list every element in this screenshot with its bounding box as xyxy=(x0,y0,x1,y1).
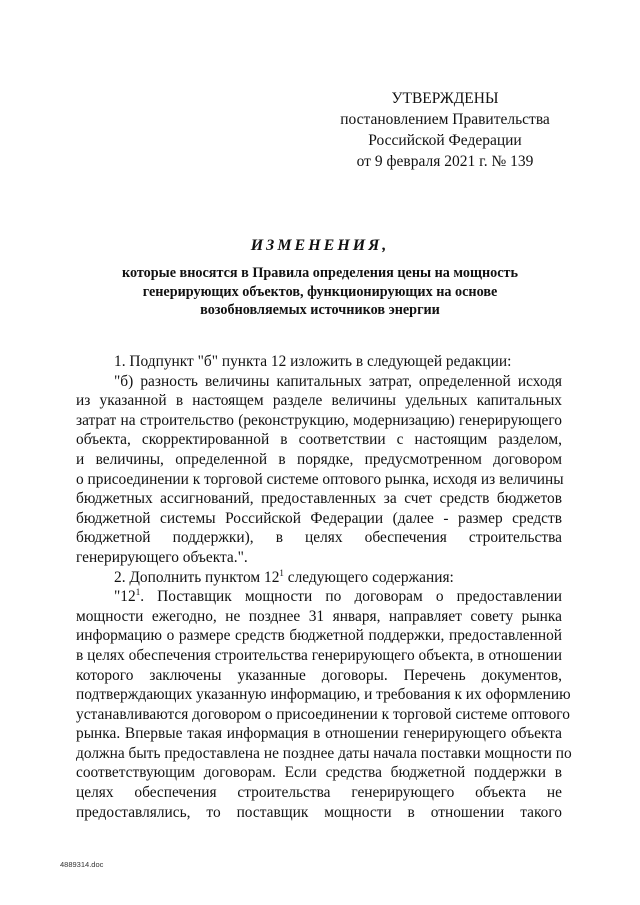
paragraph-2-line: о присоединении к торговой системе оптового рынка, исходя из величины xyxy=(76,470,564,488)
paragraph-4-line: которого заключены указанные договоры. Перечень документов, xyxy=(76,666,562,684)
paragraph-4-line: мощности ежегодно, не позднее 31 января, направляет совету рынка xyxy=(76,607,562,625)
paragraph-4-line: соответствующим договорам. Если средства бюджетной поддержки в xyxy=(76,764,562,782)
approval-line-3: Российской Федерации xyxy=(368,132,522,149)
paragraph-2-line: генерирующего объекта.". xyxy=(76,548,248,566)
subtitle-line: генерирующих объектов, функционирующих на основе xyxy=(142,283,498,300)
file-name-footer: 4889314.doc xyxy=(60,860,104,869)
paragraph-4-line xyxy=(76,587,562,607)
paragraph-3 xyxy=(76,568,562,588)
paragraph-4-line: рынка. Впервые такая информация в отношении генерирующего объекта xyxy=(76,725,562,743)
paragraph-4-line: предоставлялись, то поставщик мощности в отношении такого xyxy=(76,803,562,821)
paragraph-4-line: в целях обеспечения строительства генерирующего объекта, в отношении xyxy=(76,646,562,664)
document-body xyxy=(76,352,572,822)
paragraph-1: 1. Подпункт "б" пункта 12 изложить в следующей редакции: xyxy=(114,353,512,370)
paragraph-4-text: "12 xyxy=(114,588,136,606)
paragraph-2-line: объекта, скорректированной в соответствии с настоящим разделом, xyxy=(76,431,562,449)
paragraph-2-line: бюджетной поддержки), в целях обеспечения строительства xyxy=(76,529,562,547)
paragraph-2-line: затрат на строительство (реконструкцию, модернизацию) генерирующего xyxy=(76,411,562,429)
paragraph-4-line: устанавливаются договором о присоединении к торговой системе оптового xyxy=(76,705,570,723)
approval-line-2: постановлением Правительства xyxy=(340,111,550,128)
paragraph-2-line: бюджетных ассигнований, предоставленных за счет средств бюджетов xyxy=(76,490,562,508)
paragraph-4-line: должна быть предоставлена не позднее даты начала поставки мощности по xyxy=(76,744,572,762)
paragraph-4-line: информацию о размере средств бюджетной поддержки, предоставленной xyxy=(76,627,562,645)
superscript: 1 xyxy=(279,567,284,578)
subtitle-line: возобновляемых источников энергии xyxy=(200,302,440,318)
paragraph-3-text: 2. Дополнить пунктом 12 xyxy=(114,568,280,586)
superscript: 1 xyxy=(135,587,141,598)
approval-line-4: от 9 февраля 2021 г. № 139 xyxy=(356,153,534,170)
paragraph-2-line: бюджетной системы Российской Федерации (далее - размер средств xyxy=(76,509,562,527)
paragraph-3-text: следующего содержания: xyxy=(283,568,454,586)
paragraph-4-text: . Поставщик мощности по договорам о предоставлении xyxy=(140,588,562,606)
approval-heading: УТВЕРЖДЕНЫ xyxy=(391,90,499,107)
paragraph-4-line: целях обеспечения строительства генерирующего объекта не xyxy=(76,784,562,802)
paragraph-2-line: из указанной в настоящем разделе величины удельных капитальных xyxy=(76,392,562,410)
approval-stamp xyxy=(330,88,560,172)
paragraph-2-line: "б) разность величины капитальных затрат, определенной исходя xyxy=(114,372,562,390)
title-block xyxy=(60,236,580,320)
subtitle-line: которые вносятся в Правила определения цены на мощность xyxy=(121,265,519,281)
document-subtitle xyxy=(60,264,580,320)
paragraph-4-line: подтверждающих указанную информацию, и требования к их оформлению xyxy=(76,686,571,704)
paragraph-2-line: и величины, определенной в порядке, предусмотренном договором xyxy=(76,450,562,468)
document-title: ИЗМЕНЕНИЯ, xyxy=(250,237,390,254)
